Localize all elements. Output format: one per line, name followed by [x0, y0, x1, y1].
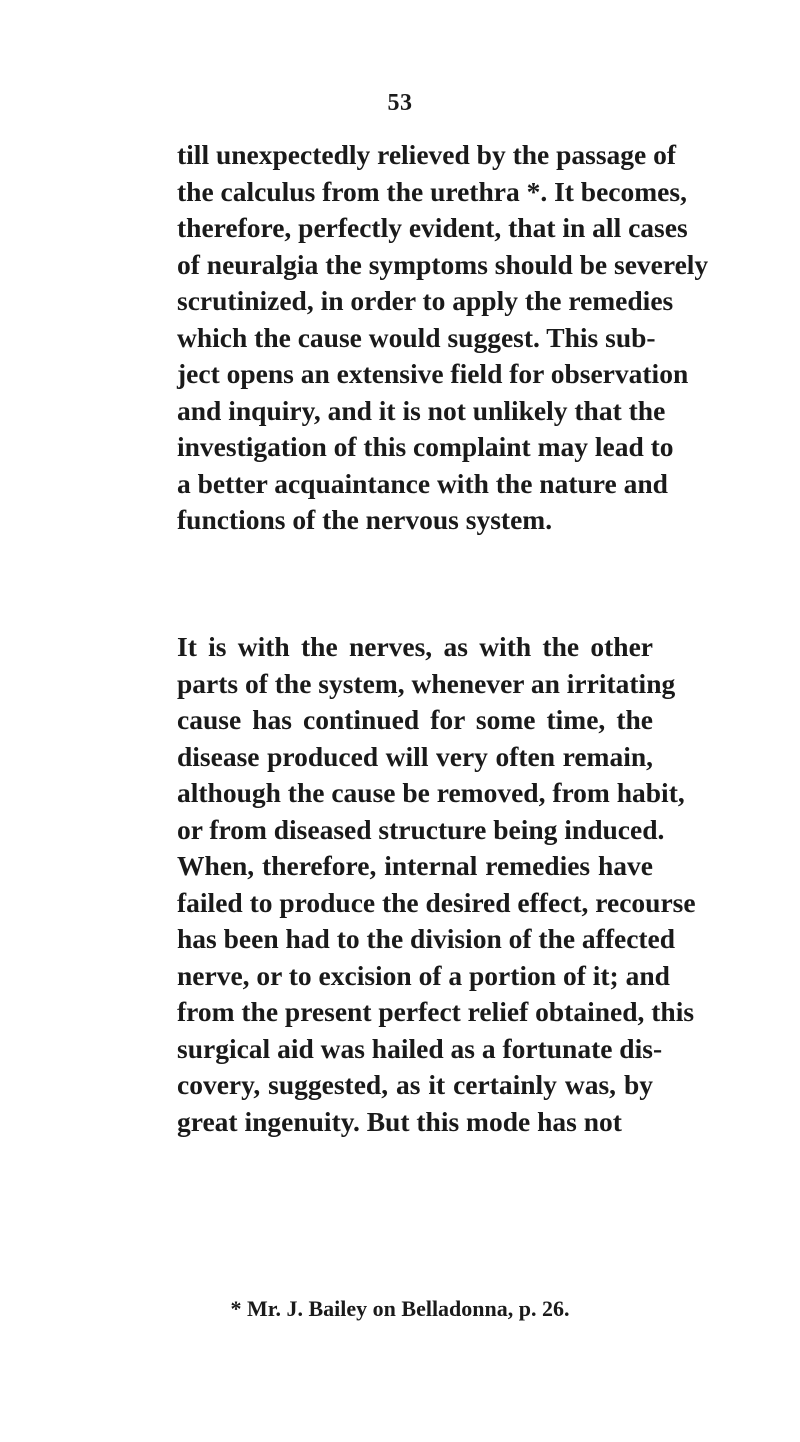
text-line: When, therefore, internal remedies have [177, 850, 653, 881]
footnote: * Mr. J. Bailey on Belladonna, p. 26. [230, 1296, 570, 1321]
text-line: although the cause be removed, from habit, [177, 777, 685, 808]
text-line: failed to produce the desired effect, recourse [177, 886, 696, 918]
text-line: which the cause would suggest. This sub- [177, 321, 656, 353]
text-line: nerve, or to excision of a portion of it; and [177, 959, 670, 991]
page-number: 53 [387, 90, 413, 116]
text-line: therefore, perfectly evident, that in all cases [177, 212, 688, 243]
text-line: great ingenuity. But this mode has not [177, 1105, 622, 1137]
text-line: parts of the system, whenever an irritating [177, 667, 676, 699]
text-line: till unexpectedly relieved by the passage of [177, 139, 677, 170]
text-line: scrutinized, in order to apply the remedies [177, 285, 674, 316]
text-line: the calculus from the urethra *. It becomes, [177, 175, 687, 207]
text-line: a better acquaintance with the nature and [177, 467, 668, 499]
text-line: or from diseased structure being induced. [177, 813, 665, 845]
text-line: disease produced will very often remain, [177, 740, 653, 772]
text-line: functions of the nervous system. [177, 504, 553, 535]
text-line: has been had to the division of the affected [177, 923, 676, 954]
paragraph-2 [177, 629, 696, 1140]
text-line: and inquiry, and it is not unlikely that the [177, 394, 666, 426]
paragraph-1 [177, 137, 709, 539]
text-line: It is with the nerves, as with the other [177, 631, 653, 662]
text-line: investigation of this complaint may lead to [177, 431, 674, 462]
text-line: cause has continued for some time, the [177, 704, 653, 735]
text-line: from the present perfect relief obtained, this [177, 996, 695, 1027]
text-line: of neuralgia the symptoms should be severely [177, 248, 709, 280]
text-line: ject opens an extensive field for observation [177, 358, 689, 389]
text-line: covery, suggested, as it certainly was, by [177, 1069, 653, 1100]
text-line: surgical aid was hailed as a fortunate dis- [177, 1032, 663, 1064]
